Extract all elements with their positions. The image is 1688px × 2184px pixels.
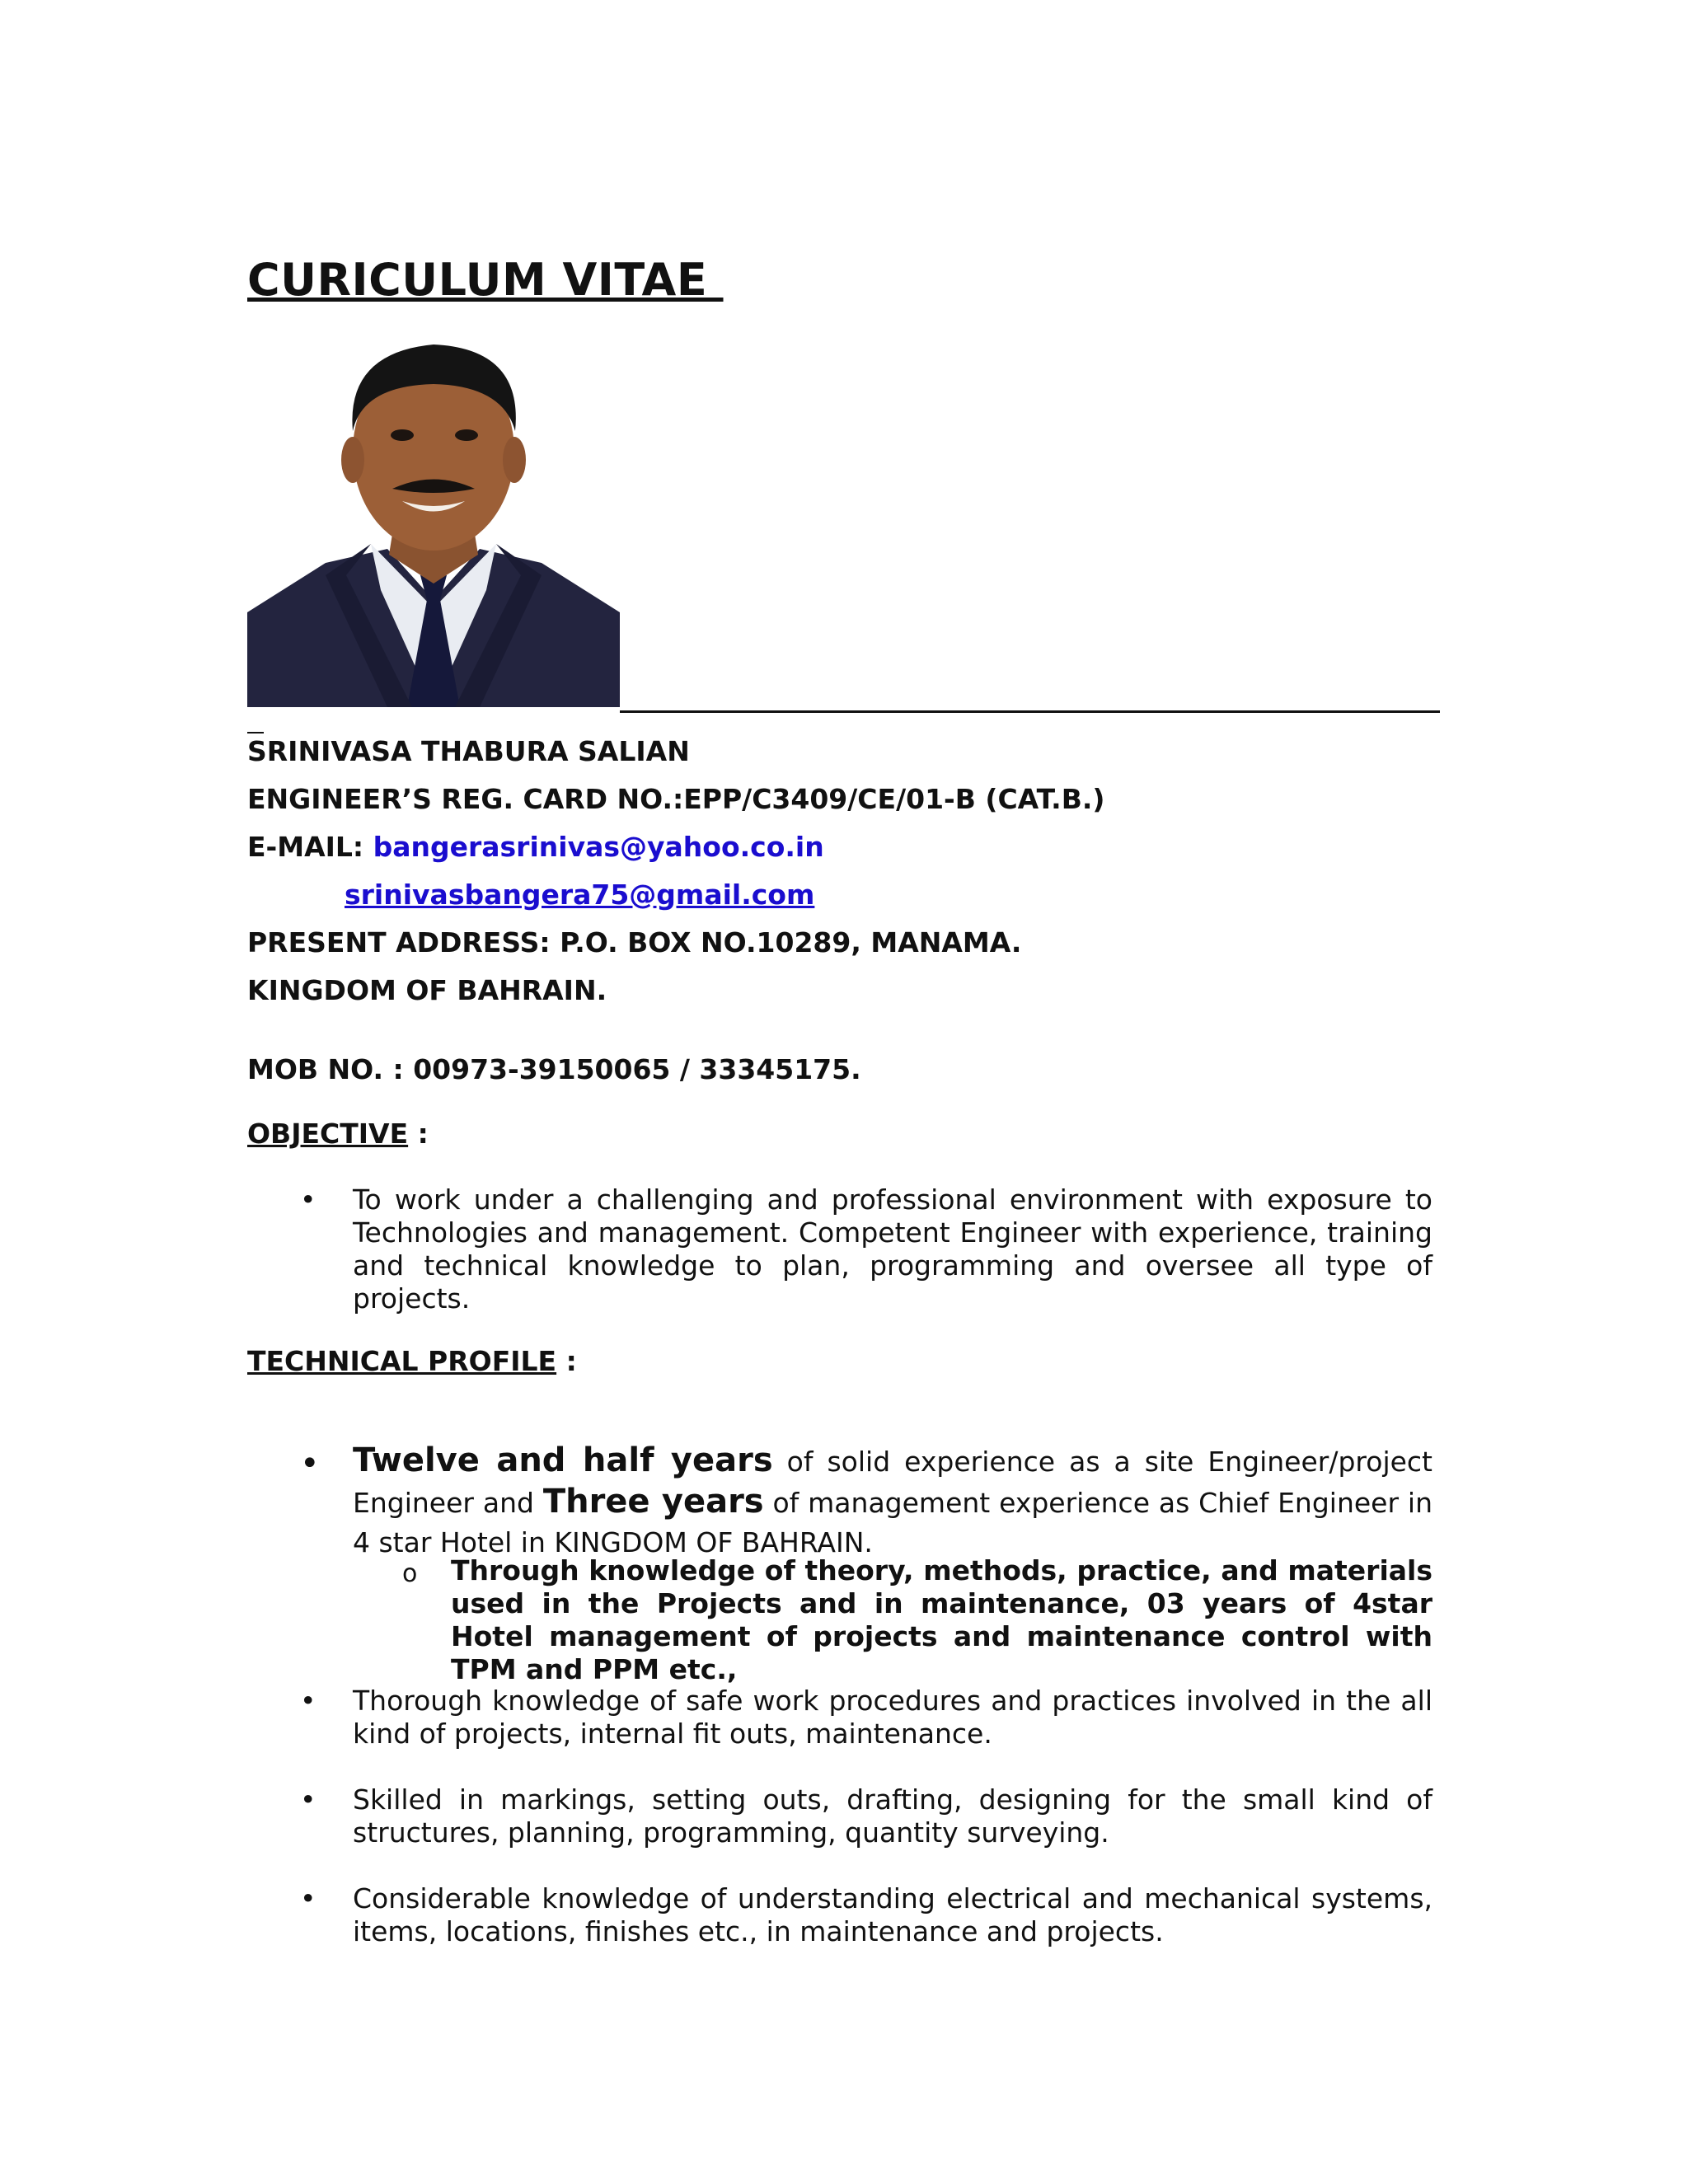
objective-bullet: • [300,1183,316,1216]
objective-text: To work under a challenging and professional environment with exposure to Technologies and management. Competent Engineer with experience, training and technical knowledge to plan, programming and oversee all type of projects. [353,1183,1432,1315]
header-divider [620,710,1440,713]
experience-years-emphasis: Twelve and half years [353,1441,773,1479]
experience-text-2: of management experience as Chief Engineer in 4 star Hotel in KINGDOM OF BAHRAIN. [353,1487,1432,1558]
objective-colon: : [408,1118,429,1150]
address-country: KINGDOM OF BAHRAIN. [247,974,607,1006]
email-link-gmail[interactable] [345,879,814,911]
profile-bullet-1: • [300,1445,320,1483]
sub-bullet: o [402,1559,418,1588]
profile-bullet-2: • [300,1685,316,1717]
objective-heading-text: OBJECTIVE [247,1118,409,1150]
email-link-yahoo[interactable]: bangerasrinivas@yahoo.co.in [373,831,824,863]
management-years-emphasis: Three years [542,1483,764,1521]
profile-item-systems: Considerable knowledge of understanding electrical and mechanical systems, items, locations, finishes etc., in maintenance and projects. [353,1882,1432,1947]
profile-sub-item: Through knowledge of theory, methods, practice, and materials used in the Projects and in maintenance, 03 years of 4star Hotel management of projects and maintenance control with TPM and PPM etc., [451,1554,1432,1685]
present-address: PRESENT ADDRESS: P.O. BOX NO.10289, MANAMA. [247,926,1022,958]
profile-bullet-3: • [300,1783,316,1816]
technical-profile-colon: : [556,1345,577,1377]
document-title: CURICULUM VITAE [247,254,724,306]
email-label: E-MAIL: [247,831,373,863]
candidate-name: SRINIVASA THABURA SALIAN [247,735,690,767]
profile-item-experience [353,1441,1432,1563]
registration-card: ENGINEER’S REG. CARD NO.:EPP/C3409/CE/01-B (CAT.B.) [247,783,1105,815]
experience-text-1: of solid experience as a site Engineer/project Engineer and [353,1446,1432,1519]
profile-item-safety: Thorough knowledge of safe work procedures and practices involved in the all kind of projects, internal fit outs, maintenance. [353,1685,1432,1750]
email-link-gmail-text[interactable]: srinivasbangera75@gmail.com [345,879,815,911]
profile-photo [247,328,620,707]
profile-item-skills: Skilled in markings, setting outs, drafting, designing for the small kind of structures, planning, programming, quantity surveying. [353,1783,1432,1849]
technical-profile-heading-text: TECHNICAL PROFILE [247,1345,557,1377]
divider-stub [247,732,264,733]
technical-profile-heading [247,1345,577,1377]
mobile-number: MOB NO. : 00973-39150065 / 33345175. [247,1053,861,1085]
email-line [247,831,824,863]
objective-heading [247,1118,429,1150]
profile-bullet-4: • [300,1882,316,1915]
